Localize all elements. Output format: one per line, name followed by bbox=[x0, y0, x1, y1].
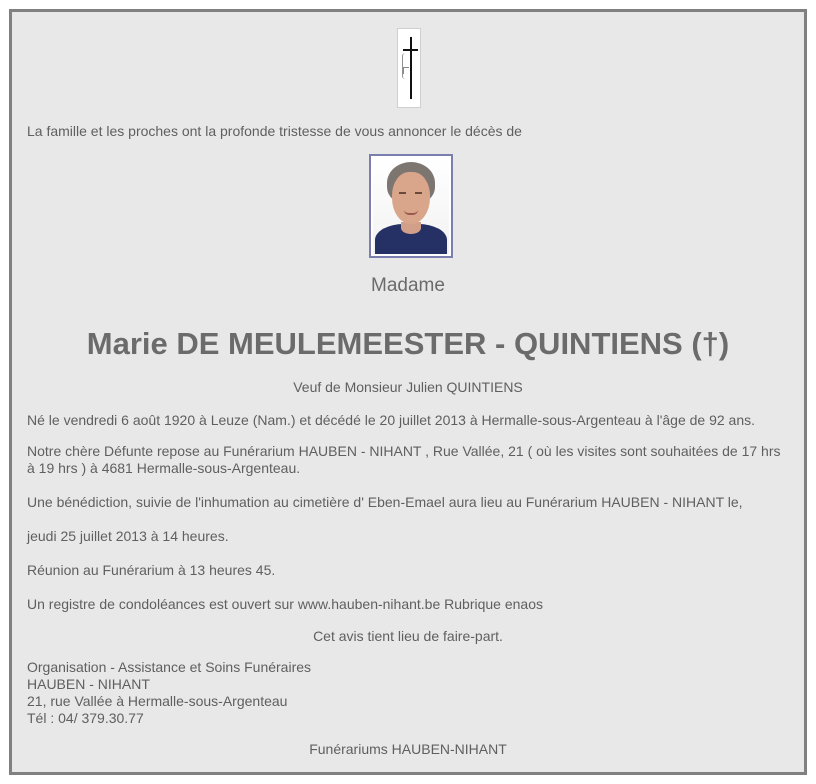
organisation-name: HAUBEN - NIHANT bbox=[27, 676, 150, 692]
intro-text: La famille et les proches ont la profonde tristesse de vous annoncer le décès de bbox=[27, 123, 522, 139]
organisation-phone: Tél : 04/ 379.30.77 bbox=[27, 710, 144, 726]
organisation-line: Organisation - Assistance et Soins Funéraires bbox=[27, 659, 312, 675]
cross-icon bbox=[397, 28, 421, 108]
organisation-block bbox=[27, 659, 311, 727]
birth-death-text: Né le vendredi 6 août 1920 à Leuze (Nam.) et décédé le 20 juillet 2013 à Hermalle-sous-Argenteau à l'âge de 92 ans. bbox=[27, 412, 756, 428]
condolences-text: Un registre de condoléances est ouvert sur www.hauben-nihant.be Rubrique enaos bbox=[27, 596, 543, 612]
deceased-name: Marie DE MEULEMEESTER - QUINTIENS (†) bbox=[86, 326, 730, 361]
portrait-photo bbox=[369, 154, 453, 258]
blessing-text: Une bénédiction, suivie de l'inhumation au cimetière d' Eben-Emael aura lieu au Funérarium HAUBEN - NIHANT le, bbox=[27, 494, 743, 510]
spouse-line: Veuf de Monsieur Julien QUINTIENS bbox=[293, 379, 523, 395]
obituary-card bbox=[9, 9, 807, 775]
notice-text: Cet avis tient lieu de faire-part. bbox=[313, 628, 503, 644]
rest-notice: Notre chère Défunte repose au Funérarium HAUBEN - NIHANT , Rue Vallée, 21 ( où les visites sont souhaitées de 17 hrs à 19 hrs ) à 4681 Hermalle-sous-Argenteau. bbox=[27, 443, 781, 476]
organisation-address: 21, rue Vallée à Hermalle-sous-Argenteau bbox=[27, 693, 288, 709]
salutation: Madame bbox=[371, 275, 445, 296]
ceremony-date: jeudi 25 juillet 2013 à 14 heures. bbox=[27, 528, 229, 544]
footer-text: Funérariums HAUBEN-NIHANT bbox=[309, 741, 507, 757]
meeting-text: Réunion au Funérarium à 13 heures 45. bbox=[27, 562, 276, 578]
